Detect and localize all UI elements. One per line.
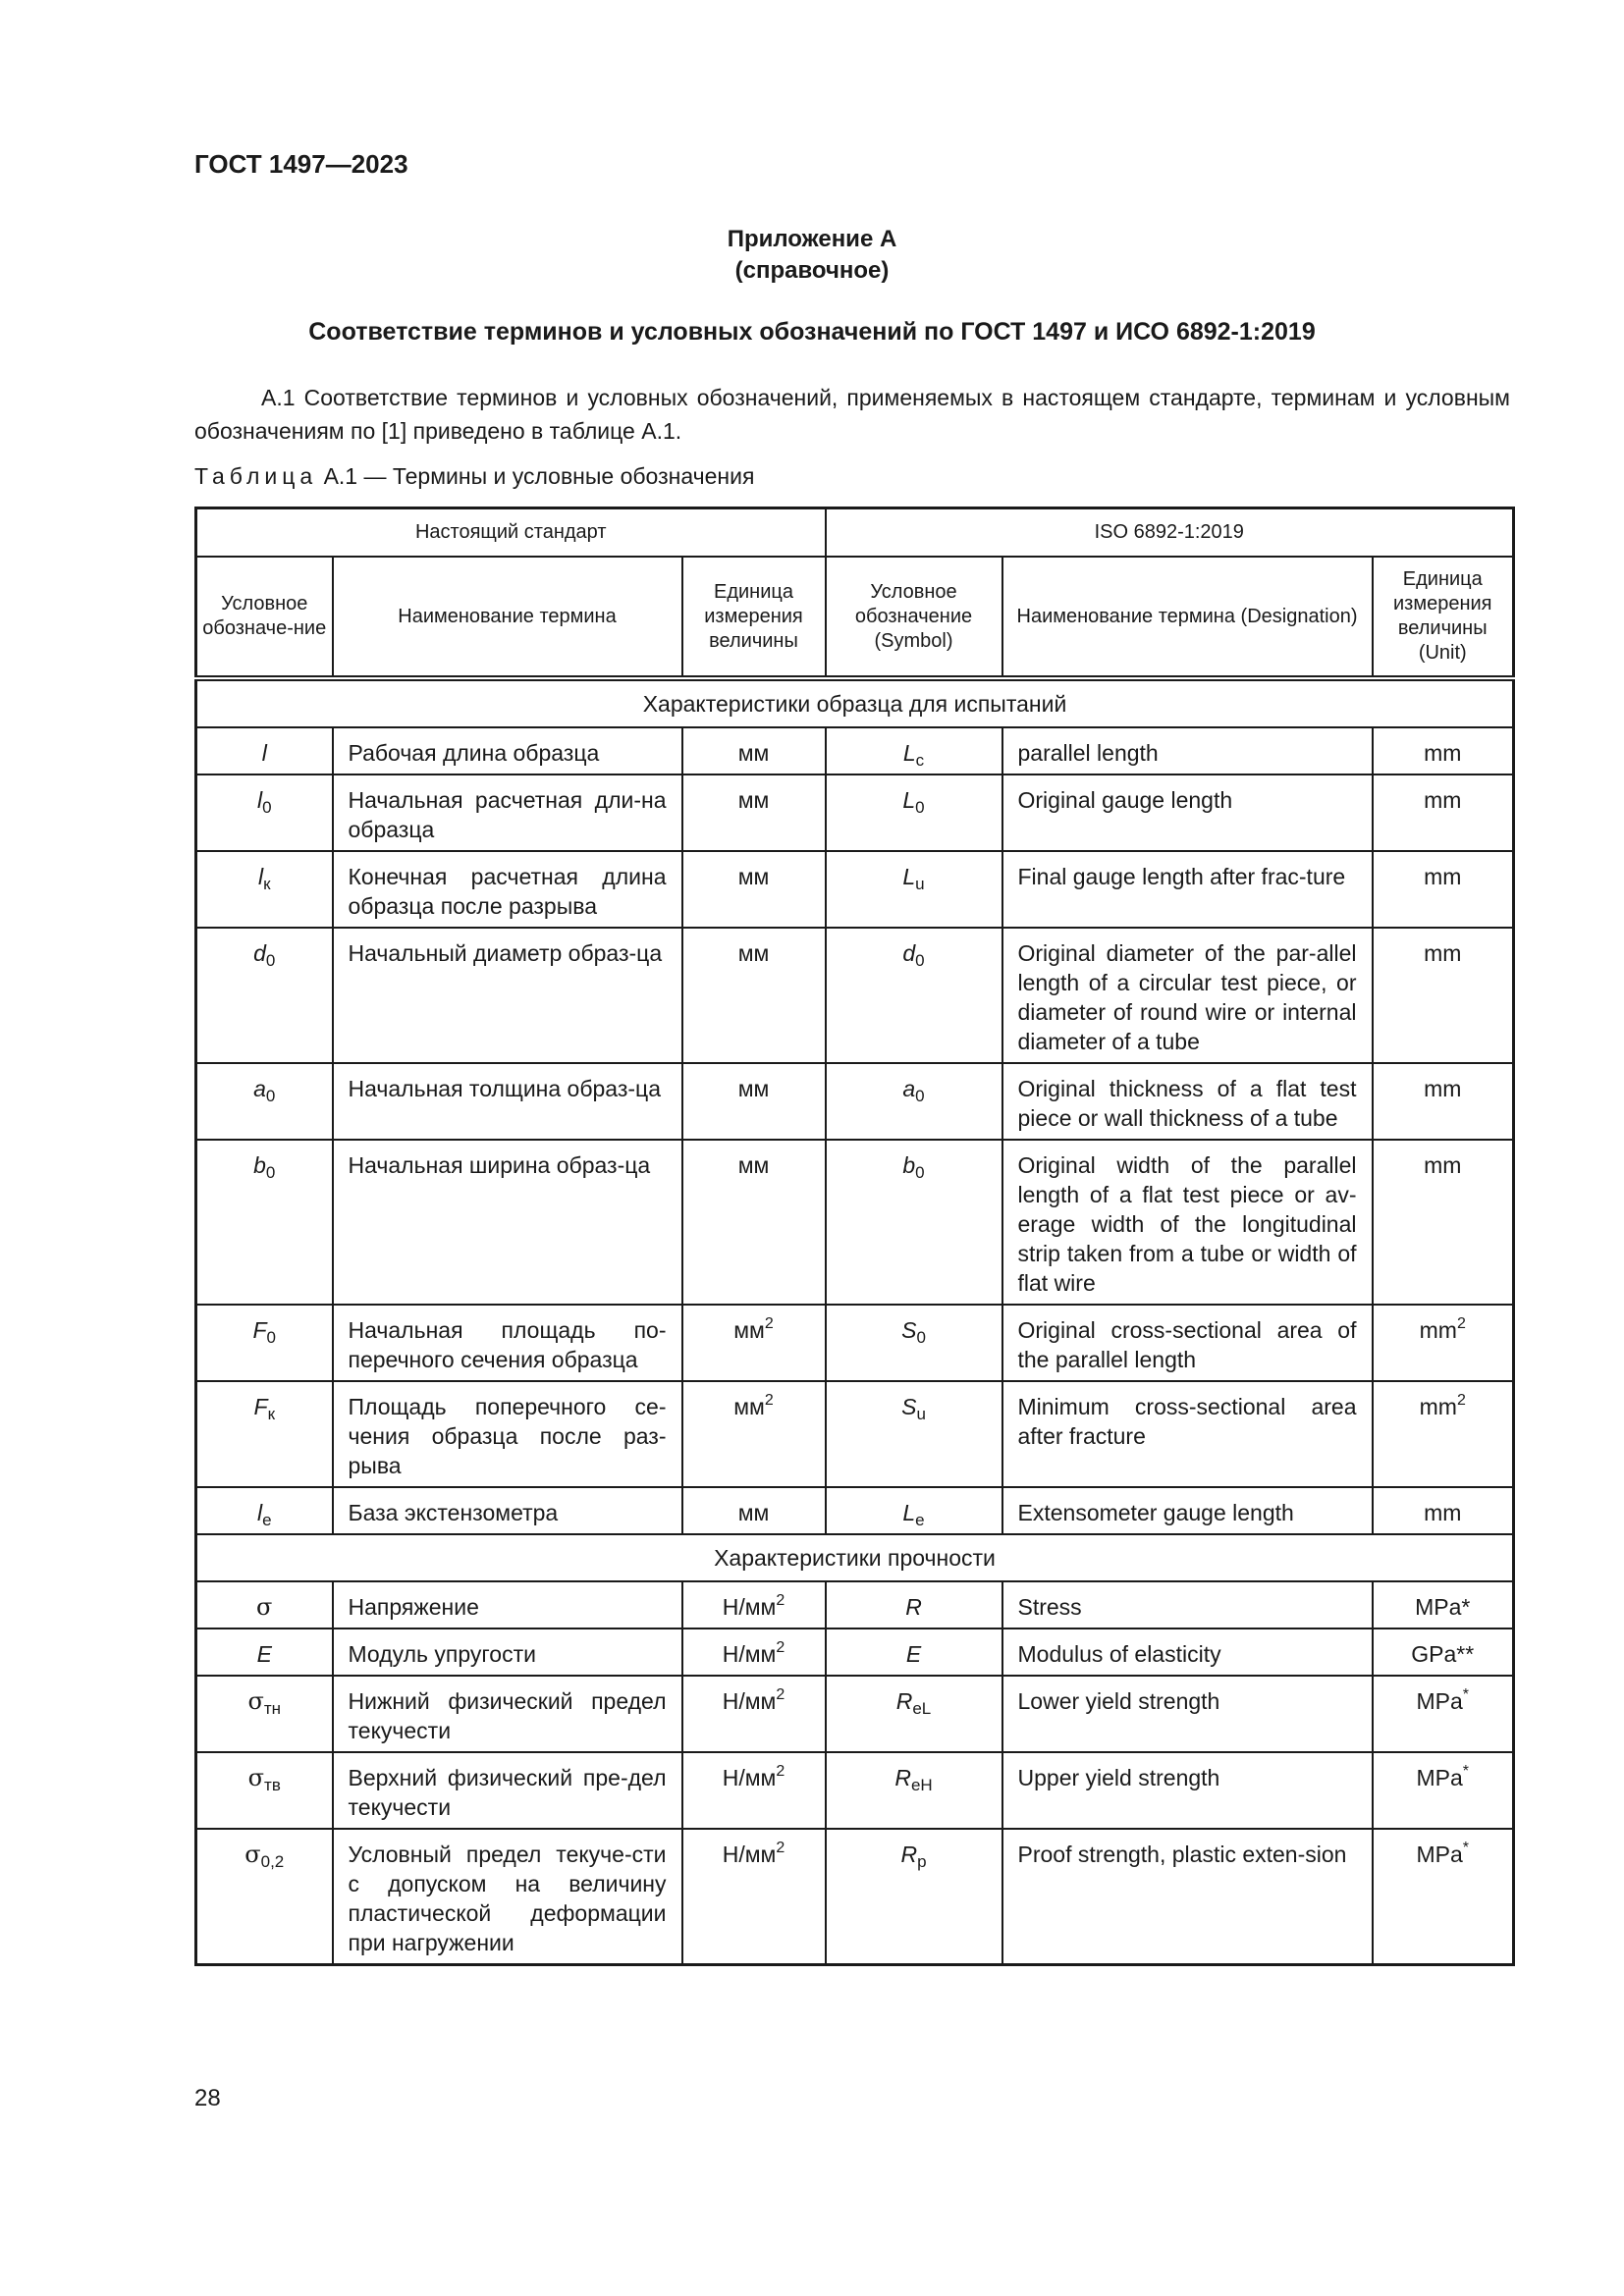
unit-base: MPa <box>1416 1765 1463 1790</box>
term-name-cell: Верхний физический пре-дел текучести <box>333 1752 682 1829</box>
table-row <box>196 1305 1514 1381</box>
symbol-cell <box>196 1829 333 1965</box>
table-row <box>196 1581 1514 1629</box>
symbol-cell <box>196 928 333 1063</box>
table-caption-text: А.1 — Термины и условные обозначения <box>317 463 755 489</box>
term-name-cell: Начальная площадь по-перечного сечения образца <box>333 1305 682 1381</box>
symbol-base: R <box>905 1594 922 1620</box>
symbol-subscript: 0 <box>265 951 276 970</box>
symbol-cell <box>196 1063 333 1140</box>
symbol-base: L <box>902 864 916 889</box>
section-row-specimen <box>196 678 1514 727</box>
symbol-cell <box>196 1305 333 1381</box>
unit-cell <box>1373 1676 1514 1752</box>
table-caption <box>194 463 754 490</box>
symbol-subscript: 0 <box>266 1328 277 1347</box>
symbol-cell <box>196 1752 333 1829</box>
table-caption-word: Таблица <box>194 463 318 489</box>
unit-cell <box>1373 851 1514 928</box>
unit-base: Н/мм <box>722 1594 777 1620</box>
col-header-unit-en: Единица измерения величины (Unit) <box>1373 557 1514 678</box>
term-name-cell: Modulus of elasticity <box>1002 1629 1373 1676</box>
symbol-base: L <box>902 740 916 766</box>
col-header-symbol-ru: Условное обозначе-ние <box>196 557 333 678</box>
term-name-cell: Начальная толщина образ-ца <box>333 1063 682 1140</box>
symbol-subscript: u <box>915 875 925 893</box>
unit-cell <box>682 1629 826 1676</box>
unit-cell <box>682 1487 826 1534</box>
symbol-base: F <box>252 1317 267 1343</box>
table-row <box>196 727 1514 774</box>
symbol-base: R <box>900 1842 918 1867</box>
unit-base: Н/мм <box>722 1765 777 1790</box>
unit-base: mm <box>1419 1394 1457 1419</box>
symbol-base: L <box>902 787 916 813</box>
symbol-cell <box>196 1381 333 1487</box>
term-name-cell: Extensometer gauge length <box>1002 1487 1373 1534</box>
appendix-title: Приложение А <box>727 226 897 252</box>
table-row <box>196 1676 1514 1752</box>
unit-superscript: 2 <box>764 1392 774 1409</box>
symbol-subscript: p <box>917 1852 927 1871</box>
unit-cell <box>682 774 826 851</box>
unit-superscript: 2 <box>776 1686 785 1703</box>
symbol-base: b <box>253 1152 266 1178</box>
unit-base: mm <box>1424 740 1462 766</box>
unit-base: mm <box>1424 787 1462 813</box>
unit-base: мм <box>737 864 770 889</box>
unit-cell <box>682 1381 826 1487</box>
symbol-cell <box>196 1140 333 1305</box>
term-name-cell: Нижний физический предел текучести <box>333 1676 682 1752</box>
symbol-subscript: 0 <box>262 798 272 817</box>
col-header-unit-ru: Единица измерения величины <box>682 557 826 678</box>
symbol-cell <box>826 1581 1002 1629</box>
symbol-base: σ <box>247 1764 265 1791</box>
unit-cell <box>1373 1305 1514 1381</box>
unit-base: мм <box>737 1500 770 1525</box>
unit-cell <box>1373 774 1514 851</box>
unit-superscript: 2 <box>764 1315 774 1332</box>
symbol-base: a <box>253 1076 266 1101</box>
unit-cell <box>1373 1629 1514 1676</box>
unit-cell <box>682 928 826 1063</box>
table-row <box>196 1629 1514 1676</box>
unit-cell <box>682 1829 826 1965</box>
term-name-cell: Модуль упругости <box>333 1629 682 1676</box>
term-name-cell: Proof strength, plastic exten-sion <box>1002 1829 1373 1965</box>
unit-base: мм <box>737 940 770 966</box>
symbol-base: l <box>261 740 267 766</box>
unit-base: мм <box>733 1394 765 1419</box>
term-name-cell: Lower yield strength <box>1002 1676 1373 1752</box>
term-name-cell: Условный предел текуче-сти с допуском на величину пластической деформации при нагружении <box>333 1829 682 1965</box>
term-name-cell: Stress <box>1002 1581 1373 1629</box>
unit-base: mm <box>1424 1500 1462 1525</box>
unit-cell <box>682 1063 826 1140</box>
symbol-cell <box>196 727 333 774</box>
term-name-cell: Рабочая длина образца <box>333 727 682 774</box>
unit-cell <box>1373 1381 1514 1487</box>
unit-cell <box>682 1305 826 1381</box>
symbol-base: d <box>902 940 916 966</box>
group-header-this-standard: Настоящий стандарт <box>196 508 826 558</box>
unit-cell <box>1373 1063 1514 1140</box>
symbol-base: d <box>253 940 266 966</box>
table-row <box>196 1381 1514 1487</box>
unit-base: мм <box>737 787 770 813</box>
symbol-subscript: тв <box>264 1776 281 1794</box>
term-name-cell: Minimum cross-sectional area after fracture <box>1002 1381 1373 1487</box>
symbol-base: S <box>901 1394 917 1419</box>
unit-base: мм <box>737 1152 770 1178</box>
section-title: Соответствие терминов и условных обозначений по ГОСТ 1497 и ИСО 6892-1:2019 <box>308 318 1316 346</box>
symbol-subscript: e <box>915 1511 925 1529</box>
table-row <box>196 1063 1514 1140</box>
symbol-subscript: 0 <box>915 1163 925 1182</box>
term-name-cell: Original cross-sectional area of the parallel length <box>1002 1305 1373 1381</box>
symbol-base: l <box>256 1500 263 1525</box>
table-row <box>196 928 1514 1063</box>
symbol-cell <box>826 928 1002 1063</box>
symbol-cell <box>826 1487 1002 1534</box>
symbol-subscript: e <box>262 1511 272 1529</box>
symbol-subscript: к <box>267 1405 275 1423</box>
unit-base: мм <box>737 1076 770 1101</box>
unit-base: GPa** <box>1411 1641 1475 1667</box>
section-label: Характеристики образца для испытаний <box>196 678 1514 727</box>
symbol-subscript: к <box>263 875 271 893</box>
symbol-cell <box>826 1752 1002 1829</box>
unit-cell <box>1373 1829 1514 1965</box>
symbol-cell <box>826 774 1002 851</box>
unit-base: mm <box>1424 864 1462 889</box>
term-name-cell: Original thickness of a flat test piece or wall thickness of a tube <box>1002 1063 1373 1140</box>
unit-cell <box>1373 1140 1514 1305</box>
symbol-cell <box>196 1487 333 1534</box>
unit-superscript: 2 <box>776 1840 785 1856</box>
unit-base: мм <box>733 1317 765 1343</box>
symbol-subscript: тн <box>263 1699 282 1718</box>
symbol-base: F <box>253 1394 268 1419</box>
col-header-symbol-en: Условное обозначение (Symbol) <box>826 557 1002 678</box>
unit-cell <box>1373 928 1514 1063</box>
term-name-cell: parallel length <box>1002 727 1373 774</box>
table-row <box>196 1829 1514 1965</box>
unit-cell <box>1373 1752 1514 1829</box>
unit-cell <box>682 1752 826 1829</box>
symbol-cell <box>826 727 1002 774</box>
term-name-cell: Начальная ширина образ-ца <box>333 1140 682 1305</box>
symbol-cell <box>826 1829 1002 1965</box>
unit-superscript: * <box>1462 1686 1470 1703</box>
symbol-subscript: u <box>916 1405 926 1423</box>
symbol-base: E <box>905 1641 922 1667</box>
symbol-base: σ <box>256 1593 273 1621</box>
table-row <box>196 1487 1514 1534</box>
symbol-base: l <box>257 864 264 889</box>
unit-base: MPa <box>1416 1842 1463 1867</box>
unit-superscript: * <box>1462 1763 1470 1780</box>
symbol-base: a <box>902 1076 916 1101</box>
unit-cell <box>1373 1581 1514 1629</box>
group-header-iso: ISO 6892-1:2019 <box>826 508 1514 558</box>
unit-base: mm <box>1424 1152 1462 1178</box>
page-number: 28 <box>194 2085 221 2111</box>
unit-cell <box>682 1581 826 1629</box>
symbol-base: S <box>901 1317 917 1343</box>
unit-cell <box>682 727 826 774</box>
unit-cell <box>682 1140 826 1305</box>
document-code: ГОСТ 1497—2023 <box>194 149 408 179</box>
symbol-subscript: 0 <box>915 1087 925 1105</box>
unit-superscript: 2 <box>776 1592 785 1609</box>
symbol-subscript: eH <box>910 1776 933 1794</box>
unit-base: Н/мм <box>722 1641 777 1667</box>
unit-base: Н/мм <box>722 1842 777 1867</box>
symbol-base: R <box>894 1765 911 1790</box>
unit-superscript: 2 <box>1456 1315 1466 1332</box>
symbol-subscript: 0 <box>916 1328 926 1347</box>
symbol-cell <box>826 1381 1002 1487</box>
symbol-cell <box>196 1629 333 1676</box>
symbol-subscript: c <box>915 751 925 770</box>
unit-base: mm <box>1419 1317 1457 1343</box>
term-name-cell: Original diameter of the par-allel length of a circular test piece, or diameter of round wire or internal diameter of a tube <box>1002 928 1373 1063</box>
symbol-cell <box>826 1063 1002 1140</box>
symbol-cell <box>826 1629 1002 1676</box>
symbol-subscript: 0 <box>915 798 925 817</box>
term-name-cell: Начальный диаметр образ-ца <box>333 928 682 1063</box>
symbol-cell <box>196 1581 333 1629</box>
symbol-subscript: 0 <box>265 1163 276 1182</box>
symbol-subscript: 0,2 <box>260 1852 285 1871</box>
symbol-base: E <box>256 1641 272 1667</box>
unit-base: mm <box>1424 1076 1462 1101</box>
unit-cell <box>1373 727 1514 774</box>
terms-table <box>194 507 1515 1966</box>
unit-base: мм <box>737 740 770 766</box>
symbol-cell <box>826 851 1002 928</box>
unit-cell <box>682 851 826 928</box>
unit-base: Н/мм <box>722 1688 777 1714</box>
term-name-cell: Начальная расчетная дли-на образца <box>333 774 682 851</box>
symbol-cell <box>826 1676 1002 1752</box>
symbol-cell <box>196 774 333 851</box>
symbol-subscript: 0 <box>265 1087 276 1105</box>
symbol-cell <box>196 1676 333 1752</box>
unit-superscript: 2 <box>776 1639 785 1656</box>
table-row <box>196 851 1514 928</box>
symbol-subscript: eL <box>912 1699 932 1718</box>
term-name-cell: Original width of the parallel length of a flat test piece or av-erage width of the longitudinal strip taken from a tube or width of flat wire <box>1002 1140 1373 1305</box>
term-name-cell: Конечная расчетная длина образца после разрыва <box>333 851 682 928</box>
unit-superscript: * <box>1462 1840 1470 1856</box>
table-row <box>196 1140 1514 1305</box>
symbol-base: R <box>895 1688 913 1714</box>
unit-base: MPa <box>1416 1688 1463 1714</box>
symbol-cell <box>196 851 333 928</box>
col-header-name-en: Наименование термина (Designation) <box>1002 557 1373 678</box>
appendix-kind: (справочное) <box>734 257 890 284</box>
term-name-cell: Площадь поперечного се-чения образца после раз-рыва <box>333 1381 682 1487</box>
table-row <box>196 1752 1514 1829</box>
term-name-cell: Upper yield strength <box>1002 1752 1373 1829</box>
symbol-cell <box>826 1305 1002 1381</box>
unit-cell <box>1373 1487 1514 1534</box>
term-name-cell: Final gauge length after frac-ture <box>1002 851 1373 928</box>
symbol-base: l <box>256 787 263 813</box>
term-name-cell: Напряжение <box>333 1581 682 1629</box>
section-row-strength <box>196 1534 1514 1581</box>
unit-cell <box>682 1676 826 1752</box>
symbol-cell <box>826 1140 1002 1305</box>
symbol-base: b <box>902 1152 916 1178</box>
term-name-cell: Original gauge length <box>1002 774 1373 851</box>
col-header-name-ru: Наименование термина <box>333 557 682 678</box>
table-row <box>196 774 1514 851</box>
section-label: Характеристики прочности <box>196 1534 1514 1581</box>
intro-paragraph: А.1 Соответствие терминов и условных обозначений, применяемых в настоящем стандарте, терминам и условным обозначениям по [1] приведено в таблице А.1. <box>194 385 1510 444</box>
unit-base: MPa* <box>1415 1594 1471 1620</box>
symbol-base: σ <box>247 1687 264 1715</box>
term-name-cell: База экстензометра <box>333 1487 682 1534</box>
symbol-subscript: 0 <box>915 951 925 970</box>
unit-base: mm <box>1424 940 1462 966</box>
unit-superscript: 2 <box>1456 1392 1466 1409</box>
symbol-base: L <box>902 1500 916 1525</box>
symbol-base: σ <box>244 1841 261 1868</box>
unit-superscript: 2 <box>776 1763 785 1780</box>
